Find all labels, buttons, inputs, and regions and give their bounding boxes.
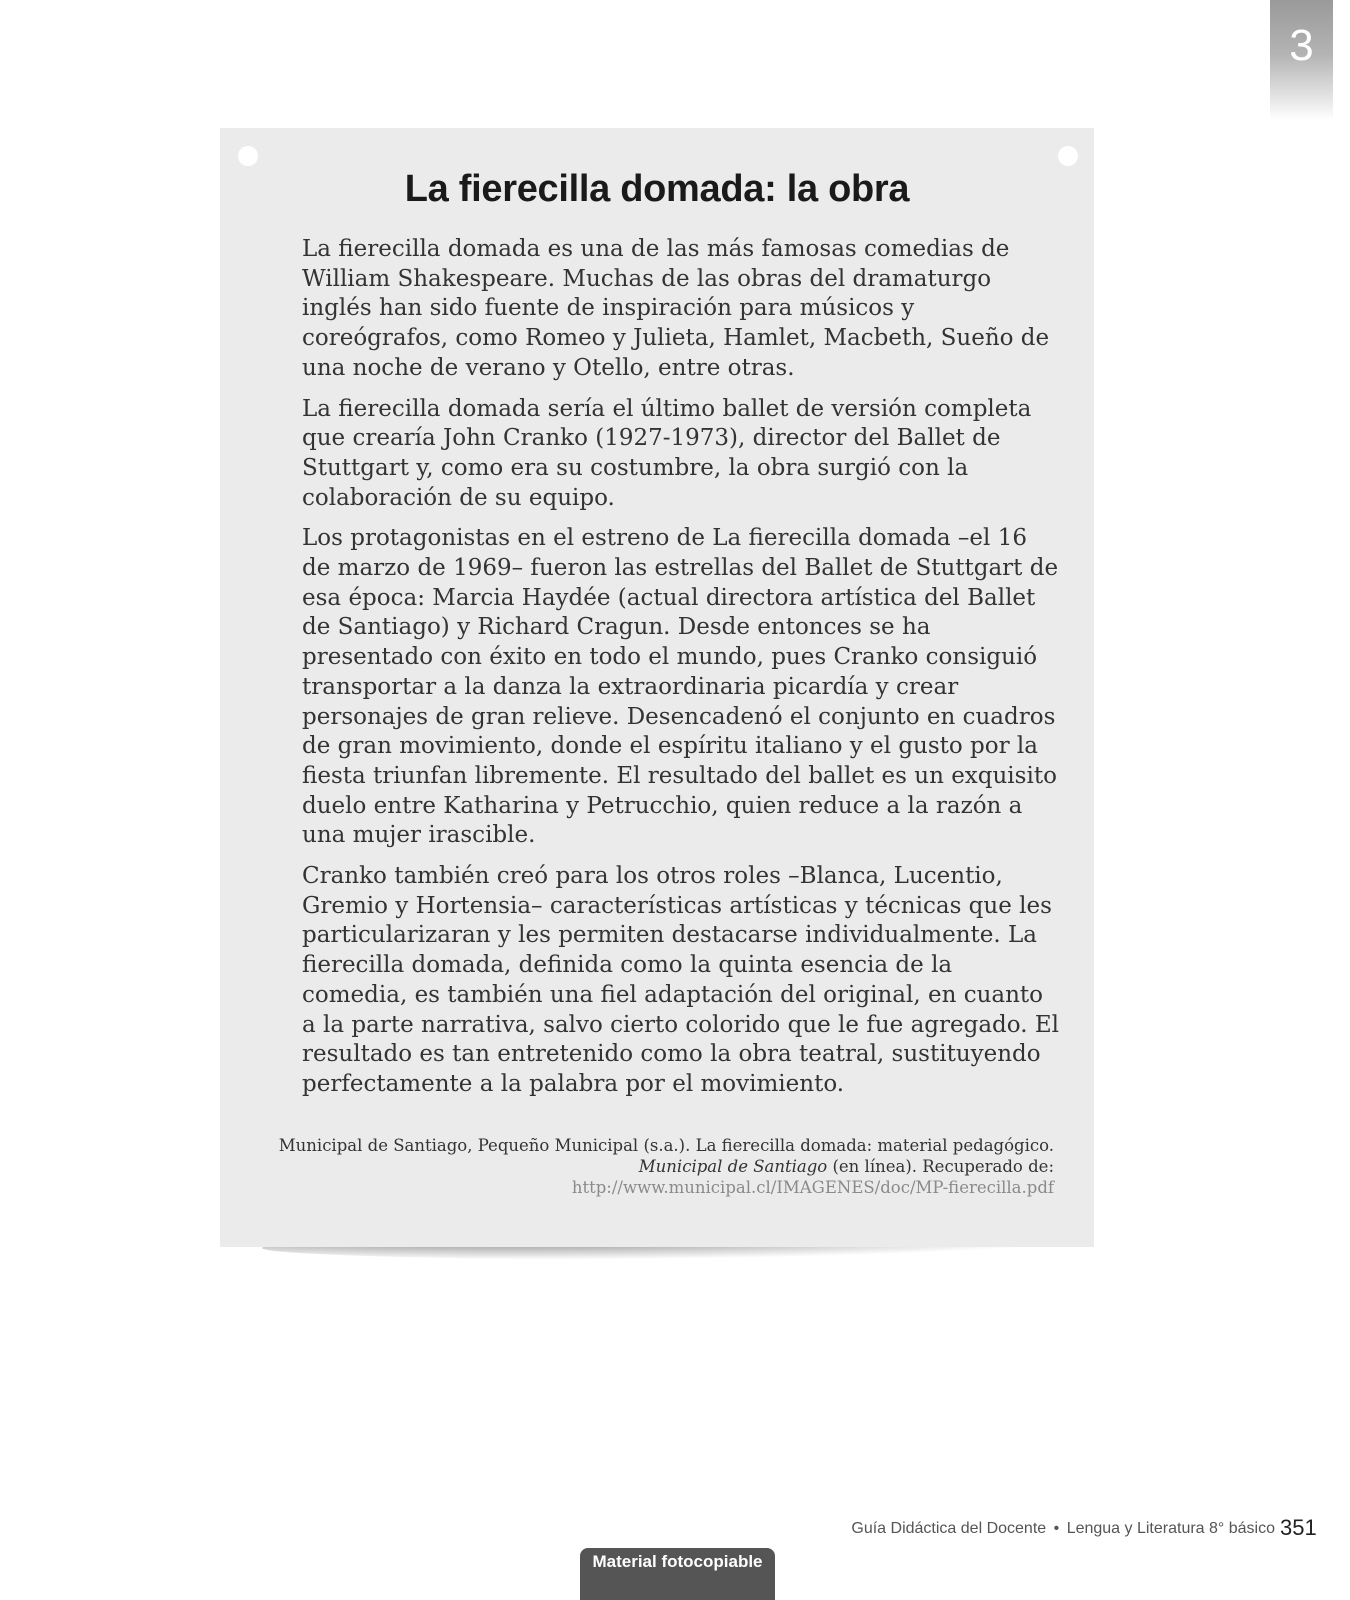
paragraph-1: La fierecilla domada es una de las más famosas comedias de William Shakespeare. Muchas de las obras del dramaturgo inglés han sido fuente de inspiración para músicos y coreógrafos, como Romeo y Julieta, Hamlet, Macbeth, Sueño de una noche de verano y Otello, entre otras. xyxy=(302,236,1050,381)
citation-retrieved: (en línea). Recuperado de: xyxy=(827,1157,1054,1176)
punch-hole-right xyxy=(1058,146,1078,166)
photocopy-badge: Material fotocopiable xyxy=(580,1548,775,1600)
footer-guide: Guía Didáctica del Docente xyxy=(851,1520,1047,1537)
citation-line-1: Municipal de Santiago, Pequeño Municipal (s.a.). La fierecilla domada: material pedagógico. xyxy=(278,1136,1054,1155)
footer-separator: • xyxy=(1053,1520,1060,1537)
footer-text xyxy=(851,1520,1275,1538)
page-number: 351 xyxy=(1280,1515,1317,1540)
paragraph-3: Los protagonistas en el estreno de La fierecilla domada –el 16 de marzo de 1969– fueron las estrellas del Ballet de Stuttgart de esa época: Marcia Haydée (actual directora artística del Ballet de Santiago) y Richard Cragun. Desde entonces se ha presentado con éxito en todo el mundo, pues Cranko consiguió transportar a la danza la extraordinaria picardía y crear personajes de gran relieve. Desencadenó el conjunto en cuadros de gran movimiento, donde el espíritu italiano y el gusto por la fiesta triunfan libremente. El resultado del ballet es un exquisito duelo entre Katharina y Petrucchio, quien reduce a la razón a una mujer irascible. xyxy=(302,525,1059,849)
footer-subject: Lengua y Literatura 8° básico xyxy=(1066,1520,1275,1537)
punch-hole-left xyxy=(238,146,258,166)
card-body xyxy=(302,235,1062,1111)
paragraph-2: La fierecilla domada sería el último ballet de versión completa que crearía John Cranko (1927-1973), director del Ballet de Stuttgart y, como era su costumbre, la obra surgió con la colaboración de su equipo. xyxy=(302,395,1032,511)
citation-url-link[interactable]: http://www.municipal.cl/IMAGENES/doc/MP-fierecilla.pdf xyxy=(571,1178,1054,1197)
card-title: La fierecilla domada: la obra xyxy=(404,168,910,210)
reading-card xyxy=(220,128,1094,1247)
chapter-tab: 3 xyxy=(1270,0,1333,120)
citation xyxy=(274,1135,1054,1198)
citation-source: Municipal de Santiago xyxy=(638,1157,828,1176)
paragraph-4: Cranko también creó para los otros roles –Blanca, Lucentio, Gremio y Hortensia– características artísticas y técnicas que les particularizaran y les permiten destacarse individualmente. La fierecilla domada, definida como la quinta esencia de la comedia, es también una fiel adaptación del original, en cuanto a la parte narrativa, salvo cierto colorido que le fue agregado. El resultado es tan entretenido como la obra teatral, sustituyendo perfectamente a la palabra por el movimiento. xyxy=(302,863,1059,1097)
citation-line-2 xyxy=(274,1156,1054,1177)
